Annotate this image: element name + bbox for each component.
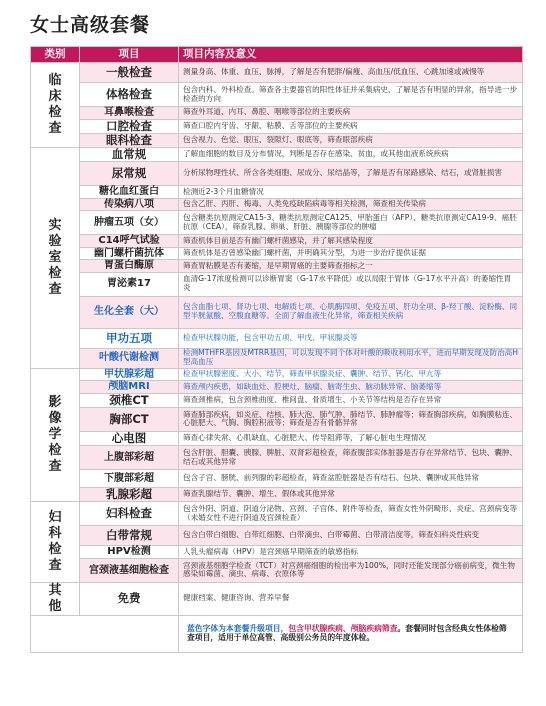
item-description: 包含白带白细胞、白带红细胞、白带滴虫、白带霉菌、白带清洁度等，筛查妇科炎性病变 [179, 526, 523, 546]
table-row [31, 488, 523, 502]
item-name: 甲功五项 [80, 328, 179, 348]
item-description: 检测近2-3个月血糖情况 [179, 186, 523, 199]
item-description: 检查甲状腺密度、大小、结节，筛查甲状腺炎症、囊肿、结节、钙化、甲亢等 [179, 368, 523, 381]
item-description: 包含内科、外科检查。筛查各主要器官的阳性体征并采集病史，了解是否有明显的异常，指导进一步检查的方向 [179, 83, 523, 107]
item-description: 包含血脂七项、肾功七项、电解质七项、心肌酶四项、免疫五项、肝功全项、β-羟丁酸、淀粉酶、同型半胱氨酸、空腹血糖等。全面了解血液生化异常，筛查相关疾病 [179, 296, 523, 328]
note-row [31, 615, 523, 652]
item-name: 免费 [80, 582, 179, 615]
item-name: 耳鼻喉检查 [80, 107, 179, 120]
item-name: 甲状腺彩超 [80, 368, 179, 381]
item-description: 包含子宫、膀胱、前列腺的彩超检查，筛查盆腔脏器是否有结石、包块、囊肿或其他异常 [179, 470, 523, 488]
category-cell [31, 147, 80, 368]
table-row [31, 260, 523, 273]
item-description: 筛查颅内疾患，如缺血灶、腔梗灶、脑瘤、脑寄生虫、脑动脉异常、脑萎缩等 [179, 381, 523, 394]
item-name: 颈椎CT [80, 393, 179, 407]
item-description: 筛查胃粘膜是否有萎缩，是早期胃癌的主要筛查指标之一 [179, 260, 523, 273]
item-name: 传染病八项 [80, 198, 179, 211]
category-cell [31, 63, 80, 148]
item-name: C14呼气试验 [80, 235, 179, 248]
table-row [31, 119, 523, 133]
header-item: 项目 [80, 47, 179, 63]
table-row [31, 393, 523, 407]
table-row [31, 272, 523, 296]
table-row [31, 470, 523, 488]
item-name: 肿瘤五项（女） [80, 211, 179, 235]
table-row [31, 348, 523, 368]
item-description: 筛查肺部疾病，如炎症、结核、肺大泡、肺气肿、肺结节、肺肿瘤等；筛查胸部疾病，如胸膜粘连、心脏肥大、气胸、胸腔积液等；筛查是否有骨骼异常 [179, 407, 523, 431]
table-row [31, 381, 523, 394]
table-row [31, 502, 523, 526]
category-label: 临床检查 [48, 72, 62, 136]
item-description: 筛查口腔内牙齿、牙龈、粘膜、舌等部位的主要疾病 [179, 119, 523, 133]
category-cell [31, 368, 80, 502]
note-upgrade-text: 蓝色字体为本套餐升级项目， [187, 623, 289, 633]
item-description: 检测MTHFR基因及MTRR基因，可以发现不同个体对叶酸的吸收利用水平，进而早期发现及防治高H型高血压 [179, 348, 523, 368]
table-row [31, 526, 523, 546]
item-description: 包含乙肝、丙肝、梅毒、人类免疫缺陷病毒等相关检测，筛查相关传染病 [179, 198, 523, 211]
package-table [30, 46, 523, 653]
item-name: 颅脑MRI [80, 381, 179, 394]
table-row [31, 63, 523, 83]
item-description: 包含外阴、阴道、阴道分泌物、宫颈、子宫体、附件等检查，筛查女性外阴畸形、炎症、宫颈病变等（未婚女性不进行阴道及宫颈检查） [179, 502, 523, 526]
item-description: 包含糖类抗原测定CA15-3、糖类抗原测定CA125、甲胎蛋白（AFP）、糖类抗原测定CA19-9、癌胚抗原（CEA），筛查乳腺、卵巢、肝脏、胰腺等部位的肿瘤 [179, 211, 523, 235]
header-content: 项目内容及意义 [179, 47, 523, 63]
category-cell [31, 502, 80, 583]
table-row [31, 328, 523, 348]
item-name: 心电图 [80, 431, 179, 445]
table-row [31, 186, 523, 199]
item-name: 口腔检查 [80, 119, 179, 133]
item-description: 筛查机体目前是否有幽门螺杆菌感染，并了解其感染程度 [179, 235, 523, 248]
package-note [179, 615, 523, 652]
table-row [31, 147, 523, 161]
item-name: 胃泌素17 [80, 272, 179, 296]
item-description: 筛查颈椎病，包含颈椎曲度、椎间盘、骨质增生、小关节等结构是否存在异常 [179, 393, 523, 407]
item-description: 筛查机体是否曾感染幽门螺杆菌，并明确其分型，为进一步治疗提供证据 [179, 247, 523, 260]
table-row [31, 368, 523, 381]
note-rest-text: 。套餐同时包含经典女性体检筛查项目，适用于单位高管、高级别公务员的年度体检。 [187, 623, 507, 642]
item-description: 分析尿物理性状、所含各类细胞、尿成分、尿结晶等，了解是否有尿路感染、结石，或肾脏损害 [179, 162, 523, 186]
item-description: 包含肝脏、胆囊、胰腺、脾脏、双肾彩超检查，筛查腹部实体脏器是否存在异常结节、包块、囊肿、结石或其他异常 [179, 446, 523, 470]
table-body [31, 63, 523, 653]
item-name: 下腹部彩超 [80, 470, 179, 488]
item-description: 检查甲状腺功能，包含甲功五项、甲戊、甲状腺炎等 [179, 328, 523, 348]
item-name: 白带常规 [80, 526, 179, 546]
item-name: 妇科检查 [80, 502, 179, 526]
table-row [31, 107, 523, 120]
category-cell [31, 582, 80, 615]
category-label: 妇科检查 [48, 510, 62, 574]
item-name: 幽门螺杆菌抗体 [80, 247, 179, 260]
table-row [31, 546, 523, 559]
item-description: 测量身高、体重、血压、脉搏，了解是否有肥胖/偏瘦、高血压/低血压、心跳加速或减慢等 [179, 63, 523, 83]
category-label: 其他 [48, 582, 62, 614]
table-row [31, 83, 523, 107]
item-name: HPV检测 [80, 546, 179, 559]
table-row [31, 247, 523, 260]
table-row [31, 235, 523, 248]
table-row [31, 162, 523, 186]
table-header-row [31, 47, 523, 63]
item-description: 了解血细胞的数目及分布情况，判断是否存在感染、贫血，或其他血液系统疾病 [179, 147, 523, 161]
table-row [31, 446, 523, 470]
item-description: 人乳头瘤病毒（HPV）是宫颈癌早期筛查的敏感指标 [179, 546, 523, 559]
category-label: 影像学检查 [48, 394, 62, 474]
item-description: 筛查心律失常、心肌缺血、心脏肥大、传导阻滞等，了解心脏电生理情况 [179, 431, 523, 445]
item-name: 叶酸代谢检测 [80, 348, 179, 368]
table-row [31, 582, 523, 615]
table-row [31, 407, 523, 431]
item-description: 血清G-17浓度检测可以诊断胃窦（G-17水平降低）或以局限于胃体（G-17水平升高）的萎缩性胃炎 [179, 272, 523, 296]
note-spacer [31, 615, 179, 652]
note-screening-text: 包含甲状腺疾病、颅脑疾病筛查 [288, 623, 398, 633]
item-name: 宫颈液基细胞检查 [80, 558, 179, 582]
category-label: 实验室检查 [48, 217, 62, 297]
table-row [31, 558, 523, 582]
item-description: 宫颈液基细胞学检查（TCT）对宫颈癌细胞的检出率为100%，同时还能发现部分癌前病变，微生物感染如霉菌、滴虫、病毒、衣原体等 [179, 558, 523, 582]
item-description: 筛查外耳道、内耳、鼻腔、咽喉等部位的主要疾病 [179, 107, 523, 120]
item-name: 乳腺彩超 [80, 488, 179, 502]
item-name: 体格检查 [80, 83, 179, 107]
table-row [31, 211, 523, 235]
table-row [31, 431, 523, 445]
item-name: 生化全套（大） [80, 296, 179, 328]
item-name: 糖化血红蛋白 [80, 186, 179, 199]
item-name: 上腹部彩超 [80, 446, 179, 470]
item-name: 胃蛋白酶原 [80, 260, 179, 273]
item-name: 眼科检查 [80, 133, 179, 147]
item-description: 筛查乳腺结节、囊肿、增生、假体或其他异常 [179, 488, 523, 502]
page-title: 女士高级套餐 [30, 14, 151, 36]
table-row [31, 296, 523, 328]
table-row [31, 133, 523, 147]
item-name: 一般检查 [80, 63, 179, 83]
item-name: 血常规 [80, 147, 179, 161]
item-name: 胸部CT [80, 407, 179, 431]
item-description: 健康档案、健康咨询、营养早餐 [179, 582, 523, 615]
item-description: 包含视力、色觉、眼压、裂隙灯、眼底等，筛查眼部疾病 [179, 133, 523, 147]
table-row [31, 198, 523, 211]
header-category: 类别 [31, 47, 80, 63]
item-name: 尿常规 [80, 162, 179, 186]
